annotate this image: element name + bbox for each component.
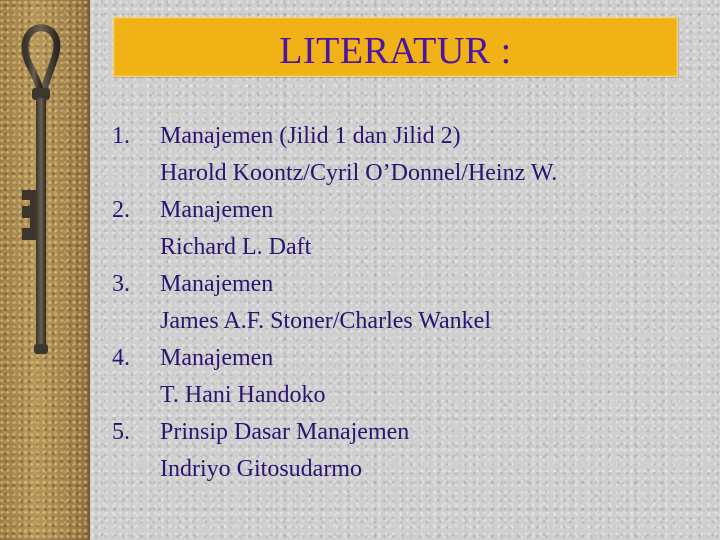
reference-author: James A.F. Stoner/Charles Wankel xyxy=(160,308,491,334)
list-item xyxy=(112,118,702,192)
list-item-number: 1. xyxy=(112,123,130,149)
reference-author: T. Hani Handoko xyxy=(160,382,326,408)
reference-author: Harold Koontz/Cyril O’Donnel/Heinz W. xyxy=(160,160,558,186)
reference-title: Manajemen xyxy=(160,345,274,371)
list-item-body xyxy=(160,340,702,414)
list-item-number: 5. xyxy=(112,419,130,445)
side-decoration-strip xyxy=(0,0,90,540)
reference-title: Manajemen xyxy=(160,197,274,223)
list-item-body xyxy=(160,414,702,488)
list-item xyxy=(112,192,702,266)
reference-list xyxy=(112,118,702,488)
reference-author: Richard L. Daft xyxy=(160,234,312,260)
list-item-number: 4. xyxy=(112,345,130,371)
list-item xyxy=(112,340,702,414)
reference-title: Prinsip Dasar Manajemen xyxy=(160,419,410,445)
reference-author: Indriyo Gitosudarmo xyxy=(160,456,362,482)
page-title: LITERATUR : xyxy=(279,30,512,72)
list-item-body xyxy=(160,192,702,266)
list-item-number: 3. xyxy=(112,271,130,297)
title-banner xyxy=(113,17,678,77)
reference-title: Manajemen (Jilid 1 dan Jilid 2) xyxy=(160,123,461,149)
key-icon xyxy=(0,0,90,540)
list-item-body xyxy=(160,266,702,340)
list-item-number: 2. xyxy=(112,197,130,223)
list-item-body xyxy=(160,118,702,192)
list-item xyxy=(112,414,702,488)
list-item xyxy=(112,266,702,340)
reference-title: Manajemen xyxy=(160,271,274,297)
